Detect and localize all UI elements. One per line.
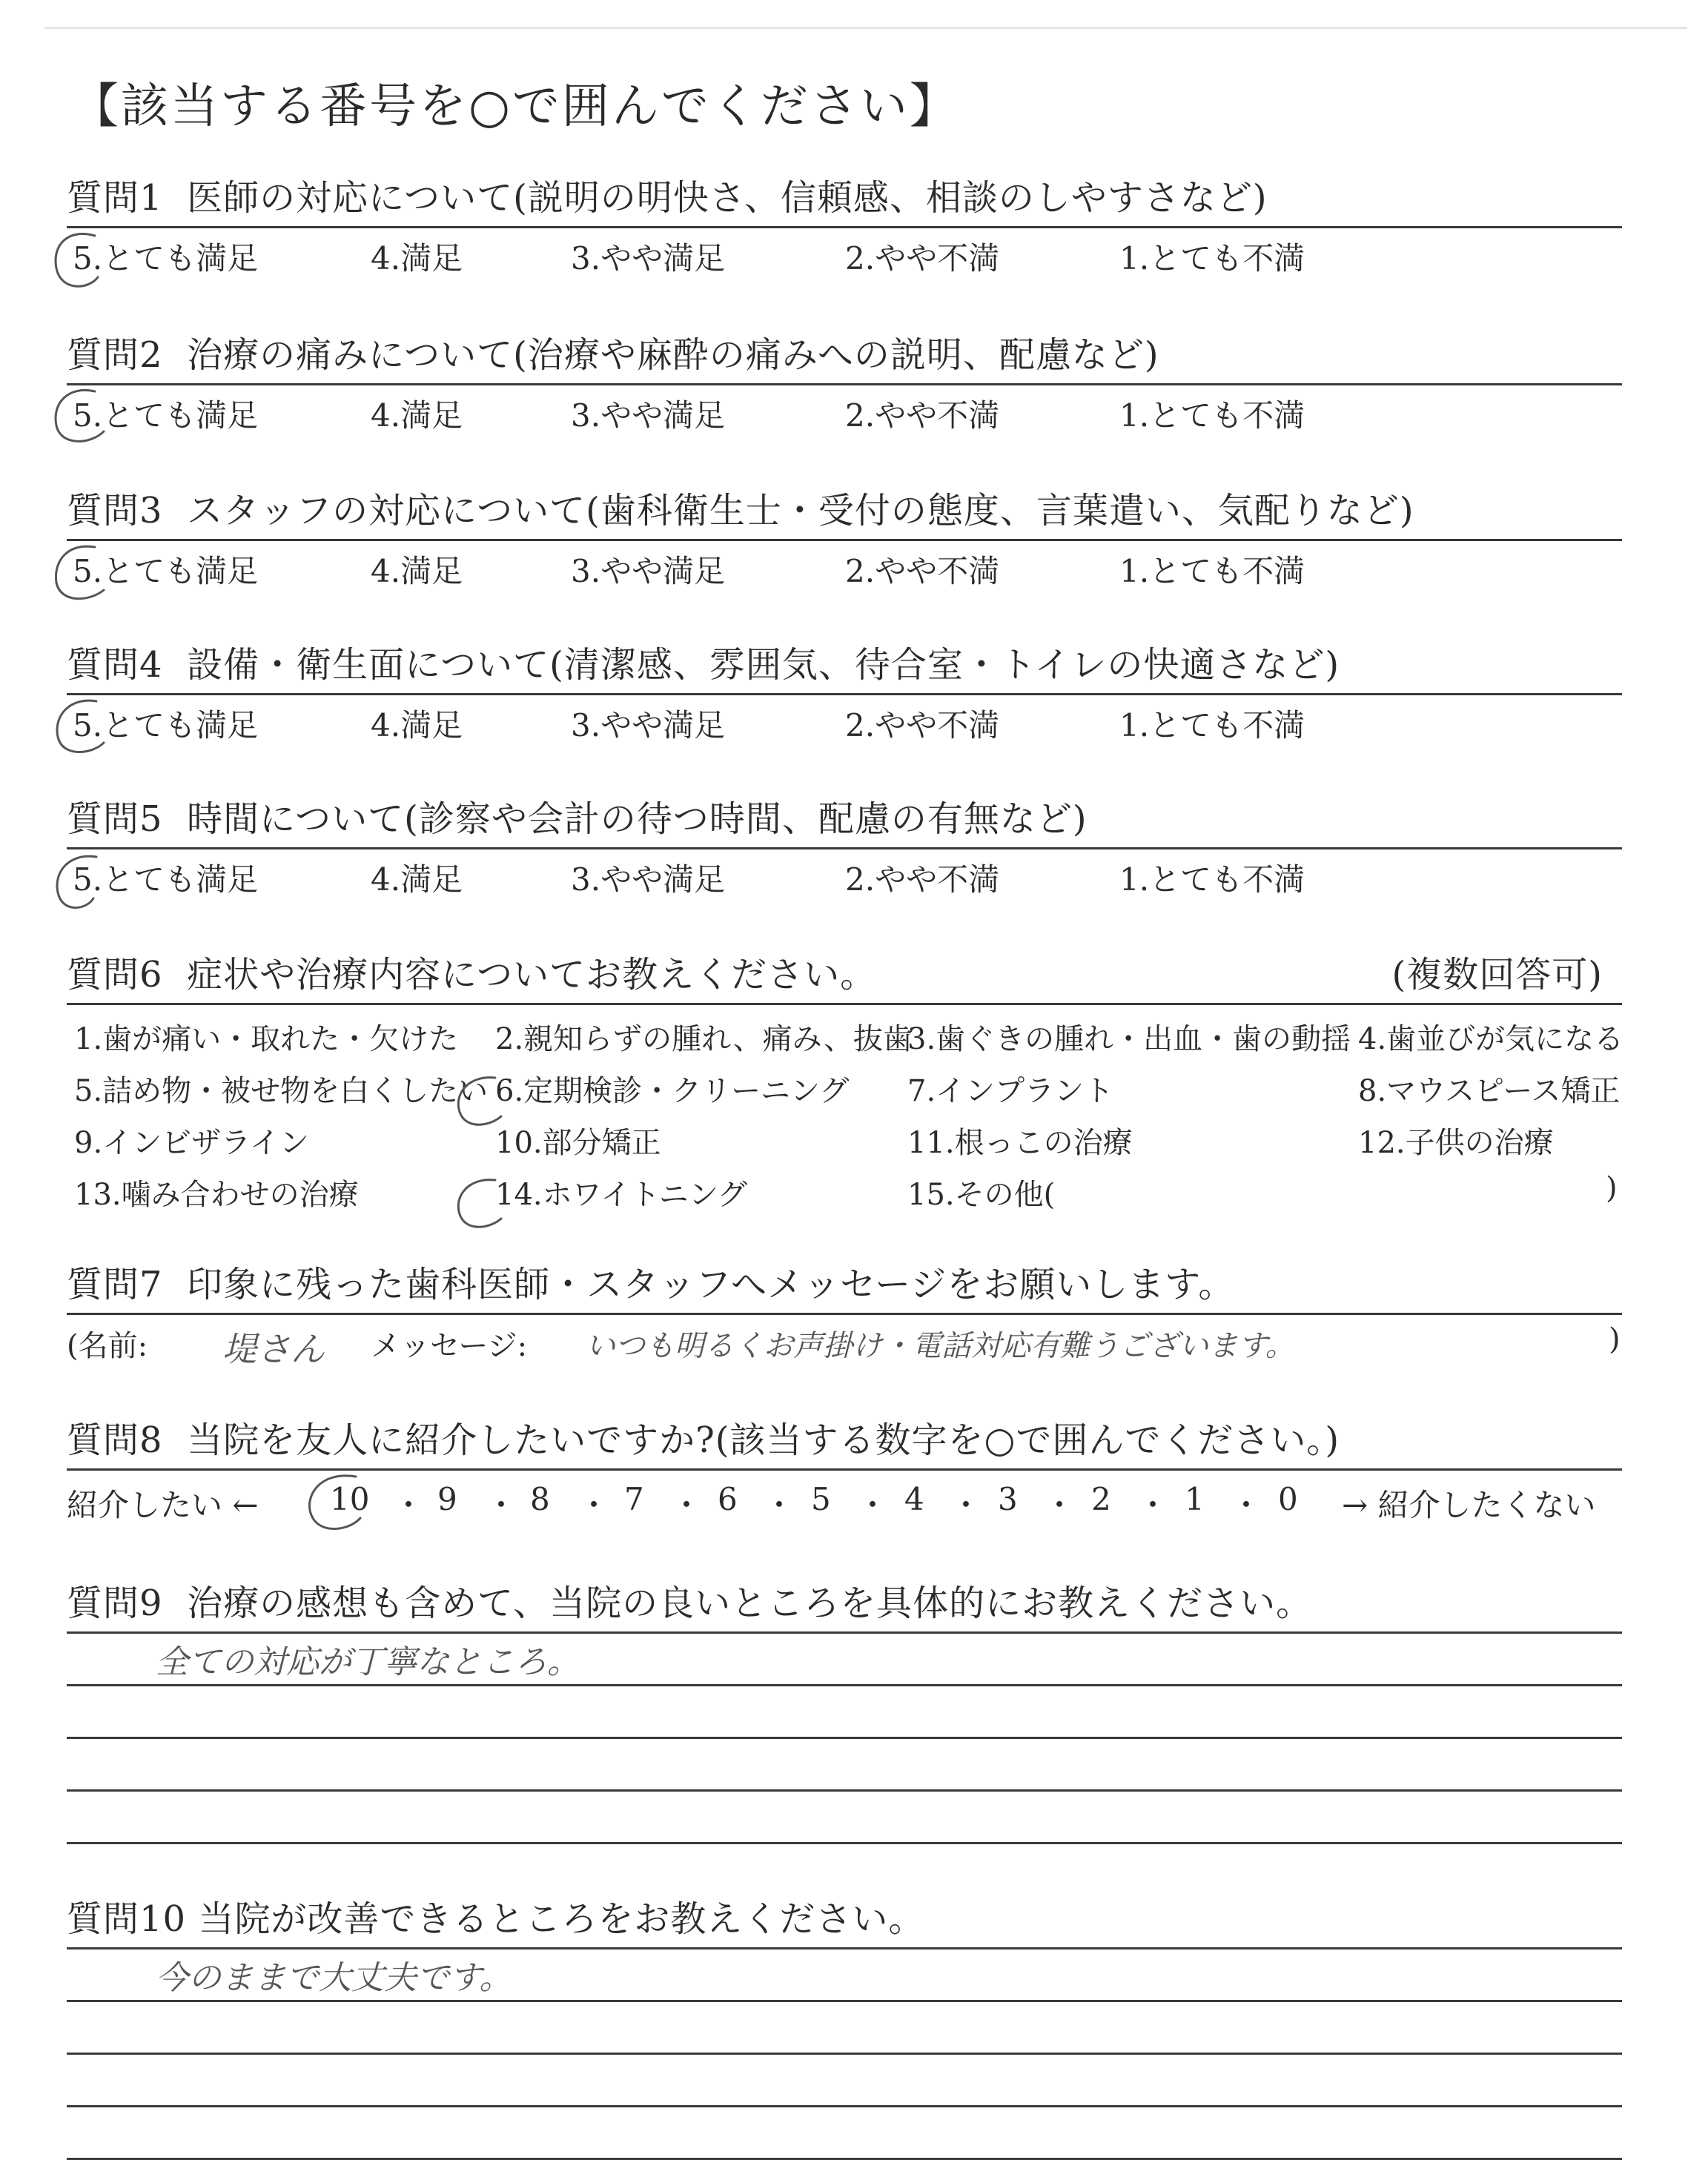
symptom-options: [67, 1016, 1622, 1230]
symptom-7[interactable]: 7.インプラント: [907, 1074, 1114, 1108]
question-2: [67, 326, 1622, 433]
divider: [67, 1003, 1622, 1005]
scale-left-label: 紹介したい ←: [67, 1487, 259, 1523]
symptom-8[interactable]: 8.マウスピース矯正: [1358, 1074, 1621, 1108]
symptom-13[interactable]: 13.噛み合わせの治療: [74, 1178, 359, 1212]
multiple-answer-note: (複数回答可): [1391, 954, 1603, 995]
answer-line-3[interactable]: [67, 1739, 1622, 1792]
answer-line-4[interactable]: [67, 1792, 1622, 1844]
rating-options: [67, 228, 1622, 276]
message-close-paren: ): [1609, 1322, 1621, 1356]
symptom-12[interactable]: 12.子供の治療: [1358, 1126, 1554, 1160]
other-close-paren: ): [1606, 1171, 1618, 1205]
option-3[interactable]: 3.やや満足: [571, 240, 726, 276]
question-10: [67, 1890, 1622, 2160]
scale-8[interactable]: 8: [530, 1481, 550, 1517]
good-points-answer[interactable]: 全ての対応が丁寧なところ。: [156, 1643, 580, 1681]
question-title: 質問8 当院を友人に紹介したいですか?(該当する数字を○で囲んでください。): [67, 1419, 1340, 1461]
option-1[interactable]: 1.とても不満: [1119, 707, 1305, 743]
scale-5[interactable]: 5: [811, 1481, 831, 1517]
answer-line-2[interactable]: [67, 1686, 1622, 1739]
option-1[interactable]: 1.とても不満: [1119, 240, 1305, 276]
option-3[interactable]: 3.やや満足: [571, 553, 726, 589]
scale-0[interactable]: 0: [1278, 1481, 1298, 1517]
question-3: [67, 482, 1622, 589]
option-2[interactable]: 2.やや不満: [845, 707, 1000, 743]
question-4: [67, 636, 1622, 743]
option-2[interactable]: 2.やや不満: [845, 397, 1000, 434]
option-5[interactable]: 5.とても満足: [73, 707, 259, 743]
option-3[interactable]: 3.やや満足: [571, 707, 726, 743]
symptom-1[interactable]: 1.歯が痛い・取れた・欠けた: [74, 1022, 459, 1056]
improvement-answer[interactable]: 今のままで大丈夫です。: [156, 1959, 512, 1997]
symptom-2[interactable]: 2.親知らずの腫れ、痛み、抜歯: [495, 1022, 913, 1056]
question-title: 質問9 治療の感想も含めて、当院の良いところを具体的にお教えください。: [67, 1583, 1313, 1624]
rating-options: [67, 695, 1622, 743]
scale-right-label: → 紹介したくない: [1342, 1487, 1596, 1523]
option-4[interactable]: 4.満足: [371, 240, 463, 276]
scale-3[interactable]: 3: [998, 1481, 1018, 1517]
answer-line-1[interactable]: [67, 1634, 1622, 1686]
option-4[interactable]: 4.満足: [371, 553, 463, 589]
symptom-6[interactable]: 6.定期検診・クリーニング: [495, 1074, 850, 1108]
scale-6[interactable]: 6: [718, 1481, 738, 1517]
option-3[interactable]: 3.やや満足: [571, 861, 726, 898]
option-4[interactable]: 4.満足: [371, 707, 463, 743]
option-5[interactable]: 5.とても満足: [73, 861, 259, 898]
option-1[interactable]: 1.とても不満: [1119, 553, 1305, 589]
page-header: 【該当する番号を○で囲んでください】: [71, 79, 959, 134]
symptom-15[interactable]: 15.その他(: [907, 1178, 1056, 1212]
message-value[interactable]: いつも明るくお声掛け・電話対応有難うございます。: [586, 1329, 1295, 1363]
option-5[interactable]: 5.とても満足: [73, 240, 259, 276]
question-1: [67, 169, 1622, 276]
symptom-14[interactable]: 14.ホワイトニング: [495, 1178, 748, 1212]
symptom-4[interactable]: 4.歯並びが気になる: [1358, 1022, 1624, 1056]
name-value[interactable]: 堤さん: [222, 1329, 325, 1369]
symptom-5[interactable]: 5.詰め物・被せ物を白くしたい: [74, 1074, 489, 1108]
scale-7[interactable]: 7: [624, 1481, 644, 1517]
recommend-scale: 紹介したい ← 10 ・ 9 ・ 8 ・ 7 ・ 6 ・ 5 ・ 4 ・ 3 ・ 2 ・ 1 ・ 0 → 紹介したくない: [67, 1471, 1622, 1523]
question-6: [67, 946, 1622, 1230]
question-9: [67, 1574, 1622, 1844]
question-8: [67, 1411, 1622, 1523]
answer-line-3[interactable]: [67, 2055, 1622, 2107]
question-title: 質問4 設備・衛生面について(清潔感、雰囲気、待合室・トイレの快適さなど): [67, 644, 1340, 686]
option-2[interactable]: 2.やや不満: [845, 861, 1000, 898]
symptom-3[interactable]: 3.歯ぐきの腫れ・出血・歯の動揺: [907, 1022, 1351, 1056]
scale-1[interactable]: 1: [1185, 1481, 1205, 1517]
option-2[interactable]: 2.やや不満: [845, 240, 1000, 276]
option-2[interactable]: 2.やや不満: [845, 553, 1000, 589]
scale-4[interactable]: 4: [904, 1481, 924, 1517]
scale-9[interactable]: 9: [437, 1481, 457, 1517]
question-title: 質問2 治療の痛みについて(治療や麻酔の痛みへの説明、配慮など): [67, 334, 1159, 376]
scale-2[interactable]: 2: [1091, 1481, 1111, 1517]
question-title: 質問10 当院が改善できるところをお教えください。: [67, 1898, 925, 1940]
question-title: 質問5 時間について(診察や会計の待つ時間、配慮の有無など): [67, 798, 1088, 840]
answer-line-1[interactable]: [67, 1949, 1622, 2002]
option-4[interactable]: 4.満足: [371, 861, 463, 898]
option-1[interactable]: 1.とても不満: [1119, 397, 1305, 434]
top-border: [44, 27, 1687, 29]
option-3[interactable]: 3.やや満足: [571, 397, 726, 434]
question-7: [67, 1256, 1622, 1367]
symptom-11[interactable]: 11.根っこの治療: [907, 1126, 1133, 1160]
question-title: 質問6 症状や治療内容についてお教えください。 (複数回答可): [67, 946, 1622, 997]
answer-line-2[interactable]: [67, 2002, 1622, 2055]
answer-line-4[interactable]: [67, 2107, 1622, 2160]
option-1[interactable]: 1.とても不満: [1119, 861, 1305, 898]
rating-options: [67, 849, 1622, 897]
option-4[interactable]: 4.満足: [371, 397, 463, 434]
rating-options: [67, 385, 1622, 433]
question-title: 質問3 スタッフの対応について(歯科衛生士・受付の態度、言葉遣い、気配りなど): [67, 490, 1414, 531]
question-5: [67, 790, 1622, 897]
symptom-9[interactable]: 9.インビザライン: [74, 1126, 309, 1160]
question-title: 質問7 印象に残った歯科医師・スタッフへメッセージをお願いします。: [67, 1264, 1235, 1305]
message-label: メッセージ:: [371, 1329, 528, 1363]
symptom-10[interactable]: 10.部分矯正: [495, 1126, 661, 1160]
option-5[interactable]: 5.とても満足: [73, 553, 259, 589]
name-label: (名前:: [67, 1329, 148, 1363]
question-title: 質問1 医師の対応について(説明の明快さ、信頼感、相談のしやすさなど): [67, 177, 1268, 219]
rating-options: [67, 541, 1622, 589]
option-5[interactable]: 5.とても満足: [73, 397, 259, 434]
scale-10[interactable]: 10: [330, 1481, 370, 1517]
message-row: [67, 1315, 1622, 1367]
